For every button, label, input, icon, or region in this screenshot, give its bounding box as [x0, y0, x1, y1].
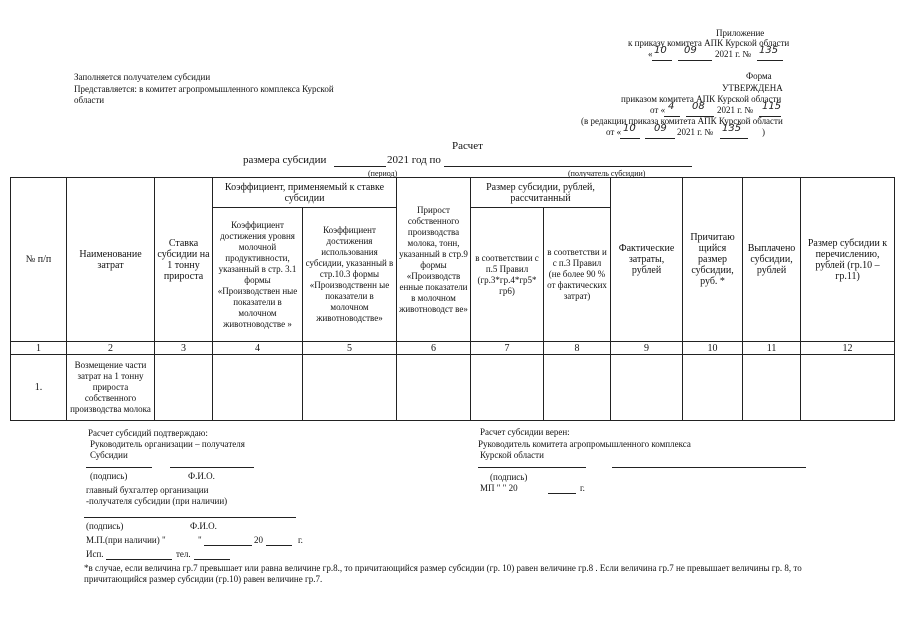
- right-year-line: [548, 493, 576, 494]
- col-number: 7: [471, 342, 544, 355]
- subsidy-calculation-table: [10, 177, 895, 421]
- edition-year-no: 2021 г. №: [677, 127, 714, 137]
- header-transfer: Размер субсидии к перечислению, рублей (гр.10 – гр.11): [801, 178, 895, 342]
- col-number: 6: [397, 342, 471, 355]
- header-rate: Ставка субсидии на 1 тонну прироста: [155, 178, 213, 342]
- executor-label: Исп.: [86, 549, 104, 559]
- year-20: 20: [254, 535, 263, 545]
- confirm-label: Расчет субсидий подтверждаю:: [88, 428, 208, 438]
- col-number: 1: [11, 342, 67, 355]
- header-num: № п/п: [11, 178, 67, 342]
- header-actual: Фактические затраты, рублей: [611, 178, 683, 342]
- date-quote: ": [198, 535, 202, 545]
- edition-month-underline: [645, 138, 675, 139]
- period-caption: (период): [368, 169, 398, 178]
- edition-number: 135: [722, 123, 742, 134]
- right-year-g: г.: [580, 483, 585, 493]
- appendix-date-open: «: [648, 49, 653, 59]
- accountant-line: [84, 517, 296, 518]
- col-number: 11: [743, 342, 801, 355]
- submitted-to-note: Представляется: в комитет агропромышленного комплекса Курской: [74, 84, 334, 94]
- region-label: Курской области: [480, 450, 544, 460]
- appendix-day-underline: [652, 60, 672, 61]
- row-name: Возмещение части затрат на 1 тонну прироста собственного производства молока: [67, 355, 155, 421]
- head-of-org-label: Руководитель организации – получателя: [90, 439, 245, 449]
- appendix-year-no: 2021 г. №: [715, 49, 752, 59]
- right-signature-line: [478, 467, 586, 468]
- appendix-month-underline: [678, 60, 712, 61]
- right-seal-label: МП " " 20: [480, 483, 518, 493]
- edition-day-underline: [620, 138, 640, 139]
- chief-accountant-label: главный бухгалтер организации: [86, 485, 209, 495]
- appendix-number: 135: [759, 45, 779, 56]
- header-coef-use: Коэффициент достижения использования субсидии, указанный в стр.10.3 формы «Производственн ые показатели в молочном животноводстве»: [303, 208, 397, 342]
- col-number: 4: [213, 342, 303, 355]
- cell-empty: [213, 355, 303, 421]
- edition-date-prefix: от «: [606, 127, 622, 137]
- header-size-p5: в соответствии с п.5 Правил (гр.3*гр.4*гр5* гр6): [471, 208, 544, 342]
- subtitle-prefix: размера субсидии: [243, 154, 327, 166]
- subtitle-year: 2021 год по: [387, 154, 441, 166]
- edition-month: 09: [654, 123, 667, 134]
- filled-by-note: Заполняется получателем субсидии: [74, 72, 211, 82]
- footnote: *в случае, если величина гр.7 превышает или равна величине гр.8., то причитающийся размер субсидии (гр. 10) равен величине гр.8 . Если величина гр.7 не превышает величины гр. 8, то: [84, 563, 802, 573]
- edition-close: ): [762, 127, 765, 137]
- period-blank: [334, 166, 386, 167]
- cell-empty: [743, 355, 801, 421]
- col-number: 3: [155, 342, 213, 355]
- footnote-cont: причитающийся размер субсидии (гр.10) равен величине гр.7.: [84, 574, 323, 584]
- appendix-number-underline: [757, 60, 783, 61]
- table-row: [11, 355, 895, 421]
- signature-caption-2: (подпись): [86, 521, 124, 531]
- submitted-to-note-cont: области: [74, 95, 105, 105]
- seal-label: М.П.(при наличии) ": [86, 535, 166, 545]
- col-number: 10: [683, 342, 743, 355]
- right-fio-line: [612, 467, 806, 468]
- cell-empty: [801, 355, 895, 421]
- approved-number: 115: [762, 101, 782, 112]
- col-number: 8: [544, 342, 611, 355]
- fio-caption: Ф.И.О.: [188, 471, 215, 481]
- subsidy-label: Субсидии: [90, 450, 128, 460]
- header-paid: Выплачено субсидии, рублей: [743, 178, 801, 342]
- cell-empty: [611, 355, 683, 421]
- appendix-month: 09: [684, 45, 697, 56]
- edition-day: 10: [623, 123, 636, 134]
- phone-line: [194, 559, 230, 560]
- signature-line: [86, 467, 152, 468]
- header-size-group: Размер субсидии, рублей, рассчитанный: [471, 178, 611, 208]
- executor-line: [106, 559, 172, 560]
- header-size-p3: в соответстви и с п.3 Правил (не более 90 % от фактических затрат): [544, 208, 611, 342]
- approved-month: 08: [692, 101, 705, 112]
- recipient-caption: (получатель субсидии): [568, 169, 646, 178]
- appendix-label: Приложение: [716, 28, 765, 38]
- row-num: 1.: [11, 355, 67, 421]
- col-number: 12: [801, 342, 895, 355]
- cell-empty: [155, 355, 213, 421]
- header-coef-milk: Коэффициент достижения уровня молочной продуктивности, указанный в стр. 3.1 формы «Производствен ные показатели в молочном животноводстве »: [213, 208, 303, 342]
- verified-label: Расчет субсидии верен:: [480, 427, 570, 437]
- header-growth: Прирост собственного производства молока, тонн, указанный в стр.9 формы «Производств енные показатели в молочном животноводст ве»: [397, 178, 471, 342]
- approved-year-no: 2021 г. №: [717, 105, 754, 115]
- phone-label: тел.: [176, 549, 191, 559]
- col-number: 9: [611, 342, 683, 355]
- column-numbers-row: [11, 342, 895, 355]
- appendix-day: 10: [654, 45, 667, 56]
- col-number: 2: [67, 342, 155, 355]
- col-number: 5: [303, 342, 397, 355]
- cell-empty: [303, 355, 397, 421]
- fio-line: [170, 467, 254, 468]
- approved-day: 4: [668, 101, 675, 112]
- header-name: Наименование затрат: [67, 178, 155, 342]
- recipient-blank: [444, 166, 692, 167]
- fio-caption-2: Ф.И.О.: [190, 521, 217, 531]
- page-title: Расчет: [452, 140, 483, 152]
- cell-empty: [544, 355, 611, 421]
- approved-label: УТВЕРЖДЕНА: [722, 83, 783, 93]
- date-month-line: [204, 545, 252, 546]
- approved-date-prefix: от «: [650, 105, 666, 115]
- right-signature-caption: (подпись): [490, 472, 528, 482]
- committee-head-label: Руководитель комитета агропромышленного комплекса: [478, 439, 691, 449]
- approved-order: приказом комитета АПК Курской области: [621, 94, 782, 104]
- signature-caption: (подпись): [90, 471, 128, 481]
- cell-empty: [471, 355, 544, 421]
- header-coef-group: Коэффициент, применяемый к ставке субсидии: [213, 178, 397, 208]
- year-line: [266, 545, 292, 546]
- header-due: Причитаю щийся размер субсидии, руб. *: [683, 178, 743, 342]
- edition-label: (в редакции приказа комитета АПК Курской области: [581, 116, 783, 126]
- edition-number-underline: [720, 138, 748, 139]
- chief-accountant-label-cont: -получателя субсидии (при наличии): [86, 496, 228, 506]
- year-g: г.: [298, 535, 303, 545]
- appendix-order: к приказу комитета АПК Курской области: [628, 38, 790, 48]
- form-label: Форма: [746, 71, 772, 81]
- cell-empty: [683, 355, 743, 421]
- cell-empty: [397, 355, 471, 421]
